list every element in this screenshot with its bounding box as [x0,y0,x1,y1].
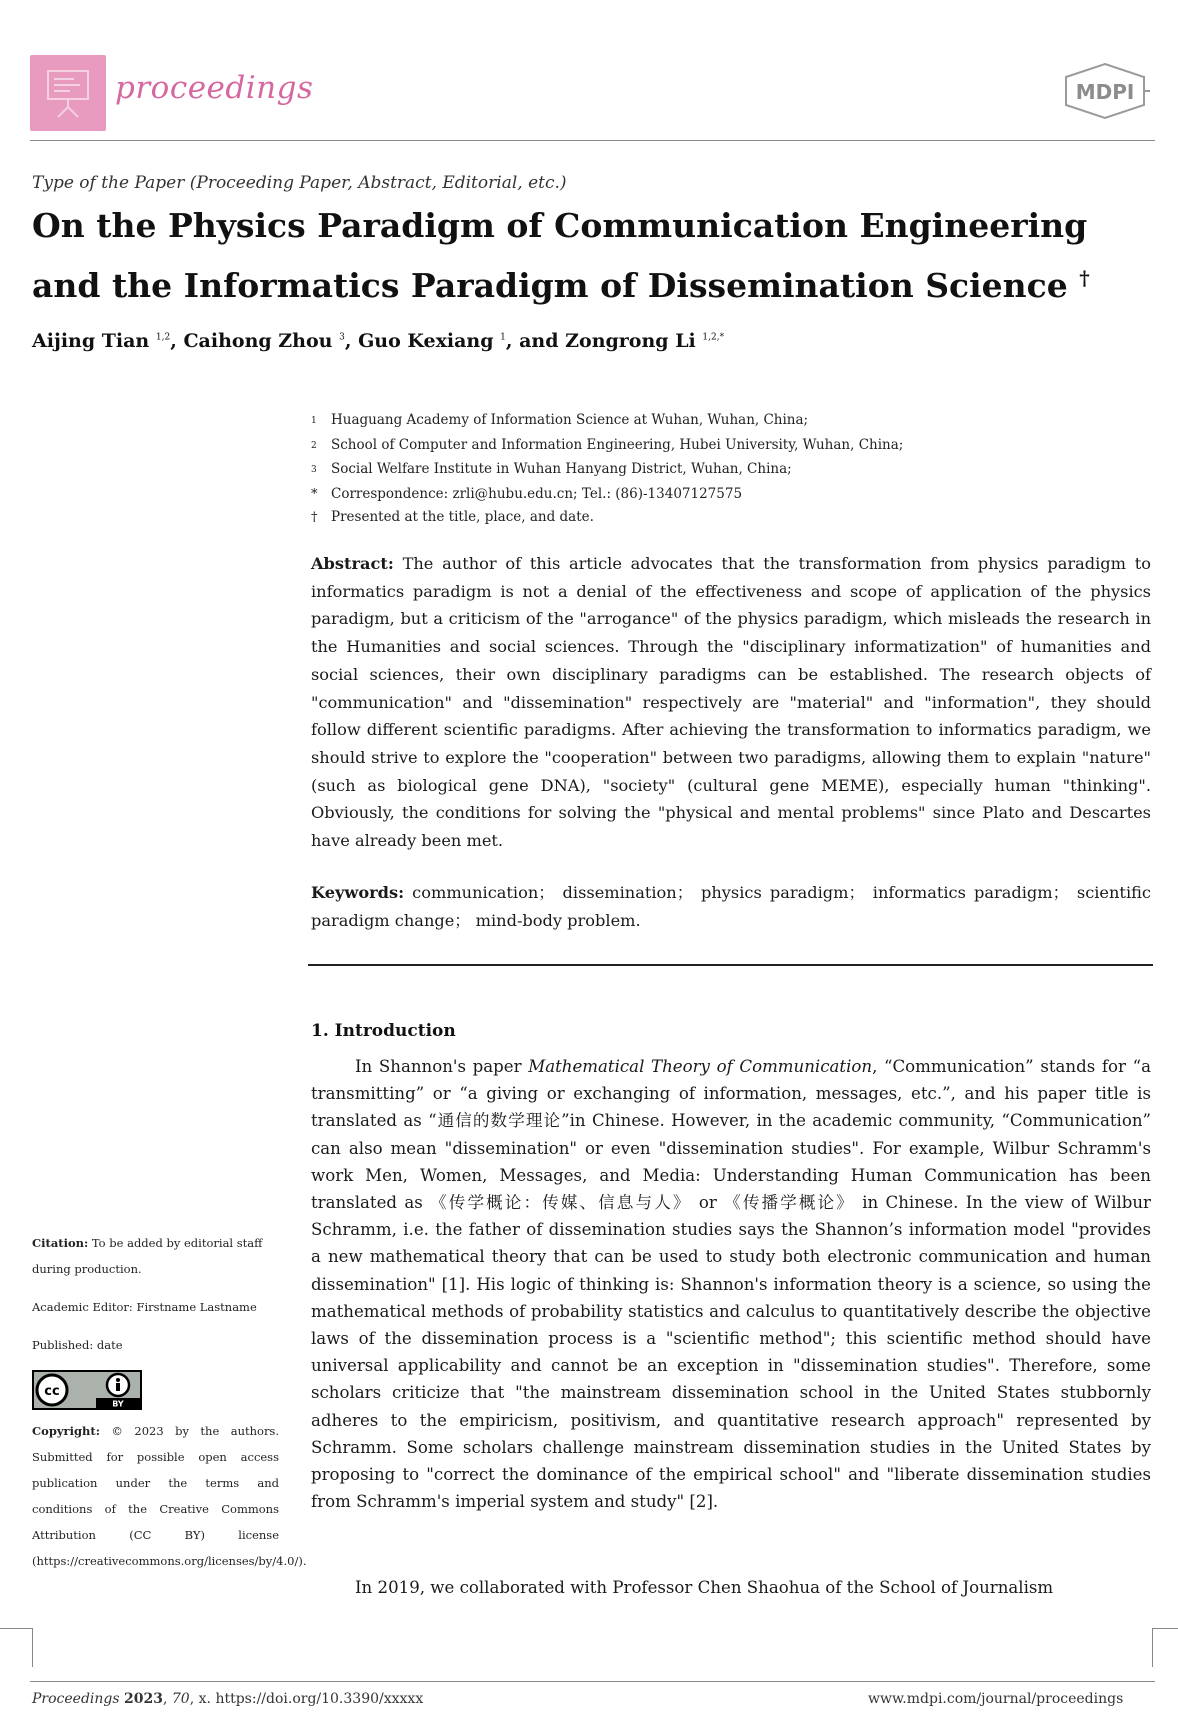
author-name: Zongrong Li [565,330,696,352]
author-name: Caihong Zhou [183,330,333,352]
sidebar [32,1230,307,1574]
paper-type: Type of the Paper (Proceeding Paper, Abstract, Editorial, etc.) [32,173,567,193]
copyright-notice: Copyright: © 2023 by the authors. Submitted for possible open access publication under the terms and conditions of the Creative Commons Attribution (CC BY) license (https://creativecommons.org/licenses/by/4.0/). [32,1424,307,1568]
keywords-label: Keywords: [311,883,405,902]
published-date: Published: date [32,1338,123,1352]
affiliation-item: 2 School of Computer and Information Engineering, Hubei University, Wuhan, China; [311,436,904,453]
svg-text:BY: BY [112,1399,124,1409]
cc-by-license-icon[interactable] [32,1370,142,1410]
abstract-label: Abstract: [311,554,394,573]
affiliations [311,409,1151,530]
author-affiliation-sup: 3 [339,332,345,343]
presentation-note: † Presented at the title, place, and date. [311,509,594,525]
journal-name: proceedings [115,70,314,106]
affiliation-item: 3 Social Welfare Institute in Wuhan Hanyang District, Wuhan, China; [311,461,792,477]
abstract-divider [308,964,1153,966]
publisher-name: MDPI [1075,80,1135,104]
keywords-text: communication； dissemination； physics paradigm； informatics paradigm； scientific paradigm change； mind-body problem. [311,883,1151,930]
intro-paragraph: In Shannon's paper Mathematical Theory of Communication, “Communication” stands for “a transmitting” or “a giving or exchanging of information, messages, etc.”, and his paper title is translated as “通信的数学理论”in Chinese. However, in the academic community, “Communication” can also mean "dissemination" or even "dissemination studies". For example, Wilbur Schramm's work Men, Women, Messages, and Media: Understanding Human Communication has been translated as 《传学概论：传媒、信息与人》 or 《传播学概论》 in Chinese. In the view of Wilbur Schramm, i.e. the father of dissemination studies says the Shannon’s information model "provides a new mathematical theory that can be used to study both electronic communication and human dissemination" [1]. His logic of thinking is: Shannon's information theory is a science, so using the mathematical methods of probability statistics and calculus to quantitatively describe the objective laws of the dissemination process is a "scientific method"; this scientific method should have universal applicability and cannot be an exception in "dissemination studies". Therefore, some scholars criticize that "the mainstream dissemination school in the United States stubbornly adheres to the empiricism, positivism, and quantitative research approach" represented by Schramm. Some scholars challenge mainstream dissemination studies in the United States by proposing to "correct the dominance of the empirical school" and "liberate dissemination studies from Schramm's imperial system and study" [2]. [311,1057,1151,1512]
header-divider [30,140,1155,141]
crop-mark [1152,1628,1178,1667]
journal-url-link[interactable]: www.mdpi.com/journal/proceedings [868,1691,1124,1707]
author-affiliation-sup: 1,2 [155,332,171,343]
abstract [311,550,1151,855]
correspondence: * Correspondence: zrli@hubu.edu.cn; Tel.: (86)-13407127575 [311,485,743,502]
journal-logo-icon [30,55,106,131]
cited-work-title: Mathematical Theory of Communication [528,1057,873,1076]
doi-link[interactable]: https://doi.org/10.3390/xxxxx [215,1691,424,1707]
svg-text:cc: cc [44,1384,60,1399]
title-footnote-mark: † [1079,266,1090,290]
footer-citation: Proceedings 2023, 70, x. https://doi.org/10.3390/xxxxx [32,1691,424,1707]
affiliation-item: 1 Huaguang Academy of Information Science at Wuhan, Wuhan, China; [311,412,809,428]
author-affiliation-sup: 1 [500,332,506,343]
intro-paragraph: In 2019, we collaborated with Professor Chen Shaohua of the School of Journalism [355,1578,1054,1597]
author-list: Aijing Tian $^{1,2}$, Caihong Zhou $^3$, Guo Kexiang $^1$, and Zongrong Li $^{1,2,*}$ [32,330,725,352]
mdpi-logo-icon [1060,62,1150,120]
footer-divider [30,1681,1155,1682]
author-name: Aijing Tian [32,330,150,352]
academic-editor: Academic Editor: Firstname Lastname [32,1300,257,1314]
crop-mark [0,1628,33,1667]
citation-note: Citation: To be added by editorial staff during production. [32,1236,263,1276]
paper-title [32,200,1152,312]
author-name: Guo Kexiang [358,330,494,352]
abstract-text: The author of this article advocates that the transformation from physics paradigm to informatics paradigm is not a denial of the effectiveness and scope of application of the physics paradigm, but a criticism of the "arrogance" of the physics paradigm, which misleads the research in the Humanities and social sciences. Through the "disciplinary informatization" of humanities and social sciences, their own disciplinary paradigms can be established. The research objects of "communication" and "dissemination" respectively are "material" and "information", they should follow different scientific paradigms. After achieving the transformation to informatics paradigm, we should strive to explore the "cooperation" between two paradigms, allowing them to explain "nature" (such as biological gene DNA), "society" (cultural gene MEME), especially human "thinking". Obviously, the conditions for solving the "physical and mental problems" since Plato and Descartes have already been met. [311,554,1151,851]
author-affiliation-sup: 1,2,* [702,332,725,343]
paper-title-text: On the Physics Paradigm of Communication Engineering and the Informatics Paradigm of Dissemination Science [32,206,1088,305]
section-heading: 1. Introduction [311,1021,456,1041]
keywords [311,879,1151,934]
